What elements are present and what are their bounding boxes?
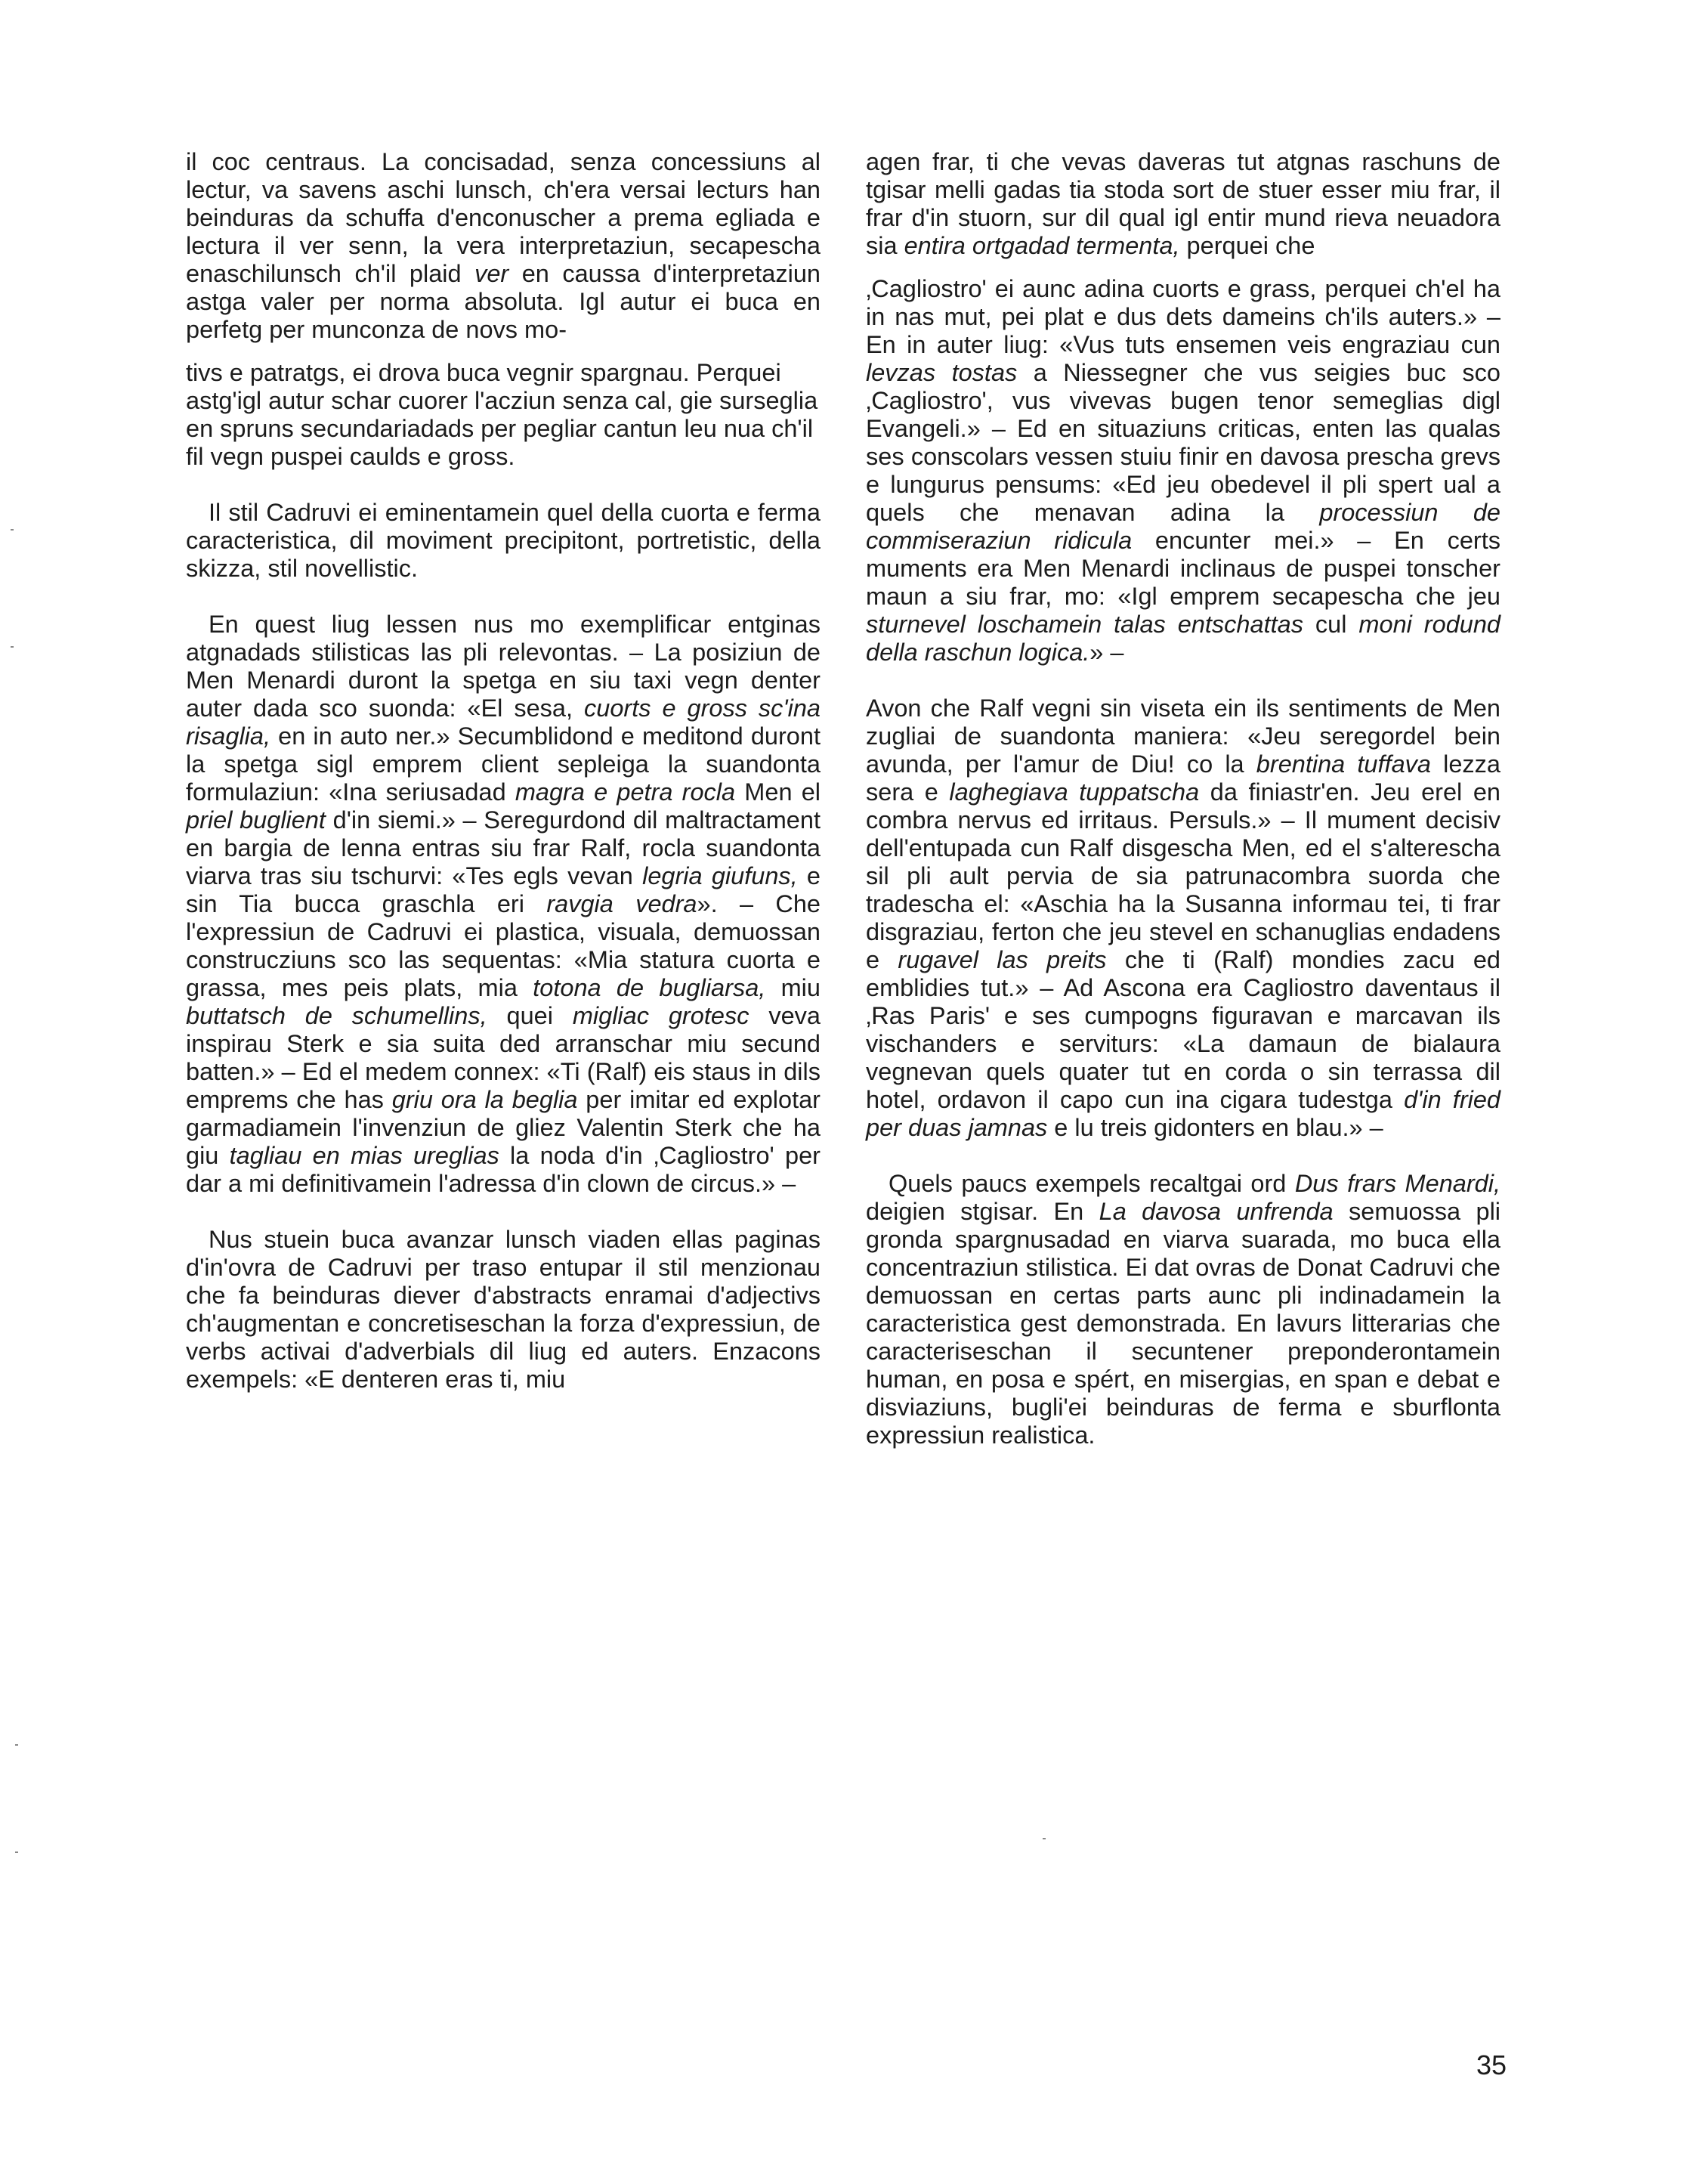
- paragraph: Il stil Cadruvi ei eminentamein quel della cuorta e ferma caracteristica, dil moviment precipitont, portretistic, della skizza, stil novellistic.: [186, 499, 821, 582]
- paragraph: agen frar, ti che vevas daveras tut atgnas raschuns de tgisar melli gadas tia stoda sort de stuer esser miu frar, il frar d'in stuorn, sur dil qual igl entir mund rieva neuadora sia entira ortgadad termenta, perquei che: [866, 148, 1500, 259]
- scan-speck: [11, 646, 14, 648]
- paragraph: Nus stuein buca avanzar lunsch viaden ellas paginas d'in'ovra de Cadruvi per traso entupar il stil menzionau che fa beinduras diever d'abstracts enramai d'adjectivs ch'augmentan e concretiseschan la forza d'expressiun, de verbs activai d'adverbials dil liug ed auters. Enzacons exempels: «E denteren eras ti, miu: [186, 1226, 821, 1393]
- scan-speck: [1043, 1838, 1046, 1839]
- right-column: [866, 148, 1500, 1449]
- scan-speck: [15, 1851, 18, 1853]
- paragraph: Avon che Ralf vegni sin viseta ein ils sentiments de Men zugliai de suandonta maniera: «Jeu seregordel bein avunda, per l'amur de Diu! co la brentina tuffava lezza sera e laghegiava tuppatscha da finiastr'en. Jeu erel en combra nervus ed irritaus. Persuls.» – Il mument decisiv dell'entupada cun Ralf disgescha Men, ed el s'alterescha sil pli ault pervia de sia patrunacombra suorda che tradescha el: «Aschia ha la Susanna informau tei, ti frar disgraziau, ferton che jeu stevel en schanuglias endadens e rugavel las preits che ti (Ralf) mondies zacu ed emblidies tut.» – Ad Ascona era Cagliostro daventaus il ‚Ras Paris' e ses cumpogns figuravan e marcavan ils vischanders e serviturs: «La damaun de bialaura vegnevan quels quater tut en corda o sin terrassa dil hotel, ordavon il capo cun ina cigara tudestga d'in fried per duas jamnas e lu treis gidonters en blau.» –: [866, 694, 1501, 1141]
- paragraph: tivs e patratgs, ei drova buca vegnir spargnau. Perquei astg'igl autur schar cuorer l'acziun senza cal, gie surseglia en spruns secundariadads per pegliar cantun leu nua ch'il fil vegn puspei caulds e gross.: [186, 359, 818, 470]
- paragraph: Quels paucs exempels recaltgai ord Dus frars Menardi, deigien stgisar. En La davosa unfrenda semuossa pli gronda spargnusadad en viarva suarada, mo buca ella concentraziun stilistica. Ei dat ovras de Donat Cadruvi che demuossan en certas parts aunc pli indinadamein la caracteristica gest demonstrada. En lavurs litterarias che caracteriseschan il secuntener preponderontamein human, en posa e spért, en misergias, en span e debat e disviaziuns, bugli'ei beinduras de ferma e sburflonta expressiun realistica.: [866, 1170, 1501, 1449]
- page-number: 35: [1476, 2049, 1507, 2080]
- paragraph: ‚Cagliostro' ei aunc adina cuorts e grass, perquei ch'el ha in nas mut, pei plat e dus dets dameins ch'ils auters.» – En in auter liug: «Vus tuts ensemen veis engraziau cun levzas tostas a Niessegner che vus seigies buc sco ‚Cagliostro', vus vivevas bugen tenor semeglias digl Evangeli.» – Ed en situaziuns criticas, enten las qualas ses conscolars vessen stuiu finir en davosa prescha grevs e lungurus pensums: «Ed jeu obedevel il pli spert ual a quels che menavan adina la processiun de commiseraziun ridicula encunter mei.» – En certs muments era Men Menardi inclinaus de puspei tonscher maun a siu frar, mo: «Igl emprem secapescha che jeu sturnevel loschamein talas entschattas cul moni rodund della raschun logica.» –: [866, 275, 1501, 666]
- scan-speck: [15, 1744, 18, 1746]
- paragraph: En quest liug lessen nus mo exemplificar entginas atgnadads stilisticas las pli relevontas. – La posiziun de Men Menardi duront la spetga en siu taxi vegn denter auter dada sco suonda: «El sesa, cuorts e gross sc'ina risaglia, en in auto ner.» Secumblidond e meditond duront la spetga sigl emprem client sepleiga la suandonta formulaziun: «Ina seriusadad magra e petra rocla Men el priel buglient d'in siemi.» – Seregurdond dil maltractament en bargia de lenna entras siu frar Ralf, rocla suandonta viarva tras siu tschurvi: «Tes egls vevan legria giufuns, e sin Tia bucca graschla eri ravgia vedra». – Che l'expressiun de Cadruvi ei plastica, visuala, demuossan construcziuns sco las sequentas: «Mia statura cuorta e grassa, mes peis plats, mia totona de bugliarsa, miu buttatsch de schumellins, quei migliac grotesc veva inspirau Sterk e sia suita ded arranschar miu secund batten.» – Ed el medem connex: «Ti (Ralf) eis staus in dils emprems che has griu ora la beglia per imitar ed explotar garmadiamein l'invenziun de gliez Valentin Sterk che ha giu tagliau en mias ureglias la noda d'in ‚Cagliostro' per dar a mi definitivamein l'adressa d'in clown de circus.» –: [186, 611, 821, 1197]
- paragraph: il coc centraus. La concisadad, senza concessiuns al lectur, va savens aschi lunsch, ch'era versai lecturs han beinduras da schuffa d'enconuscher a prema egliada e lectura il ver senn, la vera interpretaziun, secapescha enaschilunsch ch'il plaid ver en caussa d'interpretaziun astga valer per norma absoluta. Igl autur ei buca en perfetg per munconza de novs mo-: [186, 148, 821, 343]
- left-column: [186, 148, 821, 1394]
- scan-speck: [11, 529, 14, 531]
